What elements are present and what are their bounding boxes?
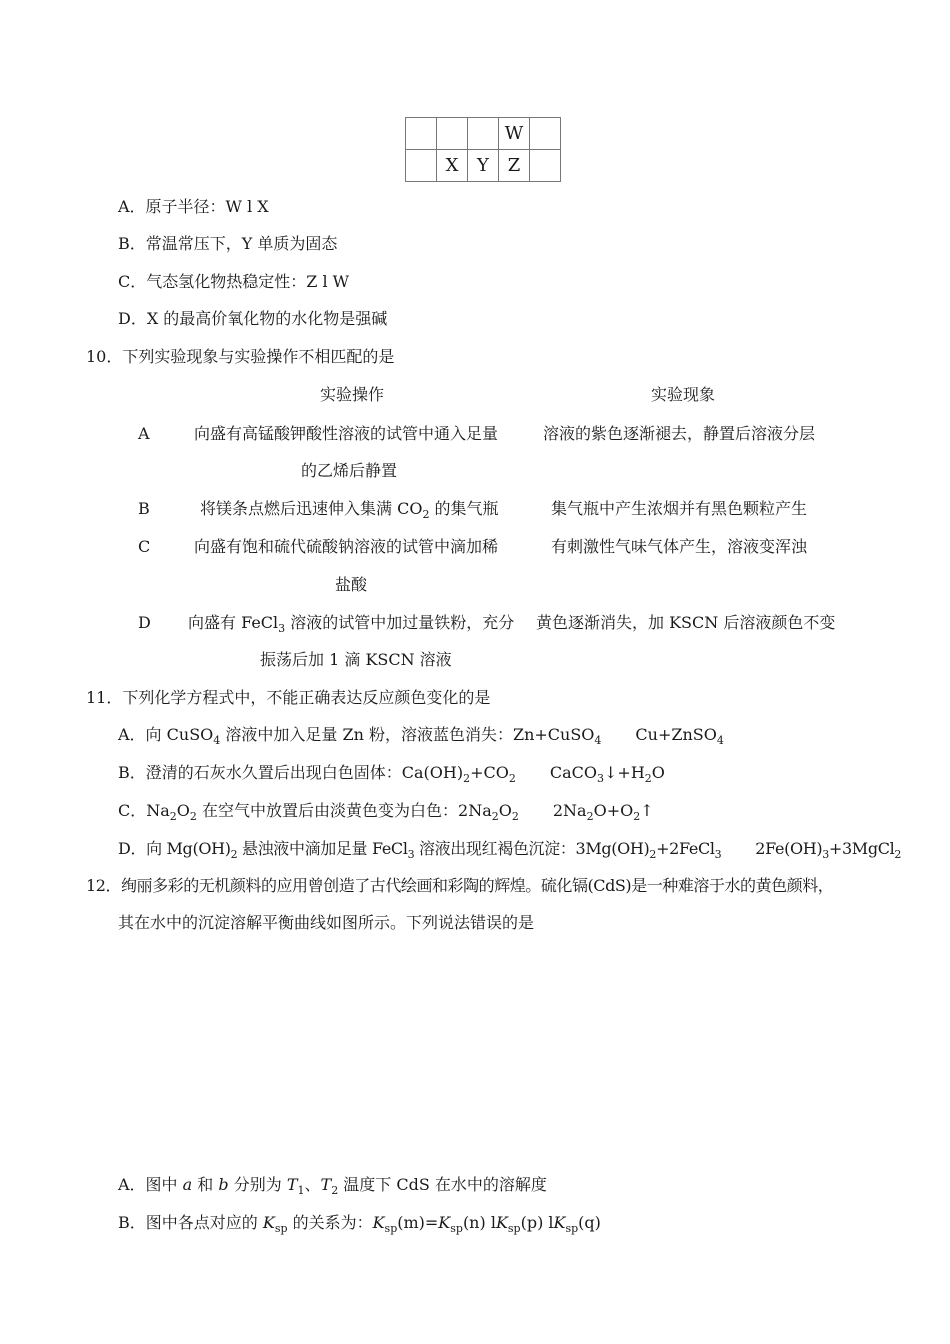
pt-cell: [406, 150, 437, 182]
q10-row-phenomenon: 溶液的紫色逐渐褪去，静置后溶液分层: [543, 424, 816, 443]
q10-row-operation-cont: 的乙烯后静置: [301, 461, 398, 480]
q10-row-phenomenon: 黄色逐渐消失，加 KSCN 后溶液颜色不变: [536, 613, 836, 632]
q10-row-letter: D: [138, 613, 151, 632]
q10-row-operation: 向盛有高锰酸钾酸性溶液的试管中通入足量: [194, 424, 499, 443]
q12-title-line1: 12．绚丽多彩的无机颜料的应用曾创造了古代绘画和彩陶的辉煌。硫化镉(CdS)是一种难溶于水的黄色颜料，: [86, 876, 834, 895]
q10-row-letter: B: [138, 499, 150, 518]
pt-cell: [468, 118, 499, 150]
pt-cell-w: W: [499, 118, 530, 150]
q10-col-phenomenon: 实验现象: [651, 385, 716, 404]
q12-option-b: B．图中各点对应的 $K_{sp}$ 的关系为：$K_{sp}(m)=K_{sp}(n)$ $lK_{sp}(p)$ $lK_{sp}(q)$: [118, 1213, 601, 1235]
q10-row-operation-cont: 盐酸: [335, 575, 368, 594]
pt-cell-z: Z: [499, 150, 530, 182]
q9-option-a: A．原子半径：W l X: [118, 197, 269, 216]
q10-row-operation-cont: 振荡后加 1 滴 KSCN 溶液: [260, 650, 452, 669]
q10-col-operation: 实验操作: [320, 385, 385, 404]
q9-option-b: B．常温常压下，Y 单质为固态: [118, 234, 338, 253]
q10-row-letter: C: [138, 537, 151, 556]
q11-option-d: D．向 $Mg(OH)_2$ 悬浊液中滴加足量 FeCl$_3$ 溶液出现红褐色沉淀：$3Mg(OH)_2+2FeCl_3$ $2Fe(OH)_3+3MgCl_2$: [118, 839, 902, 861]
q10-row-operation: 向盛有饱和硫代硫酸钠溶液的试管中滴加稀: [194, 537, 499, 556]
q10-row-operation: 向盛有 FeCl$_3$ 溶液的试管中加过量铁粉，充分: [188, 613, 515, 635]
q11-title: 11．下列化学方程式中，不能正确表达反应颜色变化的是: [86, 688, 491, 707]
pt-cell-x: X: [437, 150, 468, 182]
q12-title-line2: 其在水中的沉淀溶解平衡曲线如图所示。下列说法错误的是: [118, 913, 535, 932]
pt-cell-y: Y: [468, 150, 499, 182]
pt-cell: [530, 150, 561, 182]
q10-row-operation: 将镁条点燃后迅速伸入集满 $CO_2$ 的集气瓶: [200, 499, 499, 521]
q11-option-c: C．$Na_2O_2$ 在空气中放置后由淡黄色变为白色：$2Na_2O_2$ $2Na_2O+O_2↑$: [118, 801, 654, 823]
pt-cell: [406, 118, 437, 150]
periodic-table-row-1: [406, 118, 561, 150]
q10-title: 10．下列实验现象与实验操作不相匹配的是: [86, 347, 395, 366]
q11-option-b: B．澄清的石灰水久置后出现白色固体：$Ca(OH)_2+CO_2$ $CaCO_3↓+H_2O$: [118, 763, 665, 785]
q10-row-phenomenon: 有刺激性气味气体产生，溶液变浑浊: [551, 537, 808, 556]
q10-row-letter: A: [138, 424, 150, 443]
q9-option-c: C．气态氢化物热稳定性：Z l W: [118, 272, 350, 291]
q12-option-a: A．图中 a 和 b 分别为 $T_1$、$T_2$ 温度下 CdS 在水中的溶解度: [118, 1175, 547, 1197]
q11-option-a: A．向 CuSO$_4$ 溶液中加入足量 Zn 粉，溶液蓝色消失：Zn+CuSO$_4$ Cu+ZnSO$_4$: [118, 725, 724, 747]
pt-cell: [530, 118, 561, 150]
periodic-table-row-2: [406, 150, 561, 182]
q10-row-phenomenon: 集气瓶中产生浓烟并有黑色颗粒产生: [551, 499, 808, 518]
pt-cell: [437, 118, 468, 150]
periodic-table-fragment: [405, 117, 561, 182]
q9-option-d: D．X 的最高价氧化物的水化物是强碱: [118, 309, 388, 328]
